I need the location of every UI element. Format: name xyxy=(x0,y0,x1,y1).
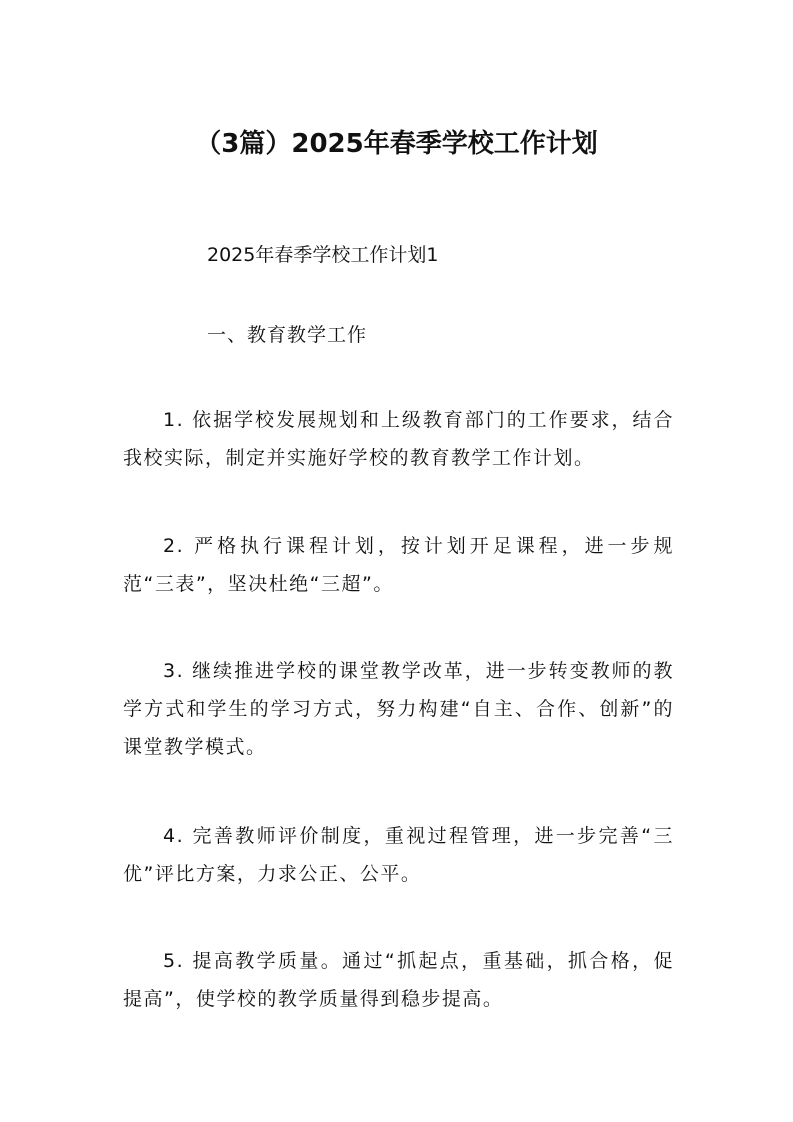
paragraph-1: 1. 依据学校发展规划和上级教育部门的工作要求，结合我校实际，制定并实施好学校的教育教学工作计划。 xyxy=(123,409,674,469)
paragraph-2: 2. 严格执行课程计划，按计划开足课程，进一步规范“三表”，坚决杜绝“三超”。 xyxy=(123,535,674,595)
section-heading: 一、教育教学工作 xyxy=(207,324,368,346)
paragraph-3: 3. 继续推进学校的课堂教学改革，进一步转变教师的教学方式和学生的学习方式，努力构建“自主、合作、创新”的课堂教学模式。 xyxy=(123,660,674,758)
document-subtitle: 2025年春季学校工作计划1 xyxy=(207,244,439,266)
document-title: （3篇）2025年春季学校工作计划 xyxy=(195,129,598,159)
paragraph-5: 5. 提高教学质量。通过“抓起点，重基础，抓合格，促提高”，使学校的教学质量得到稳步提高。 xyxy=(123,950,674,1010)
paragraph-4: 4. 完善教师评价制度，重视过程管理，进一步完善“三优”评比方案，力求公正、公平。 xyxy=(123,825,674,885)
